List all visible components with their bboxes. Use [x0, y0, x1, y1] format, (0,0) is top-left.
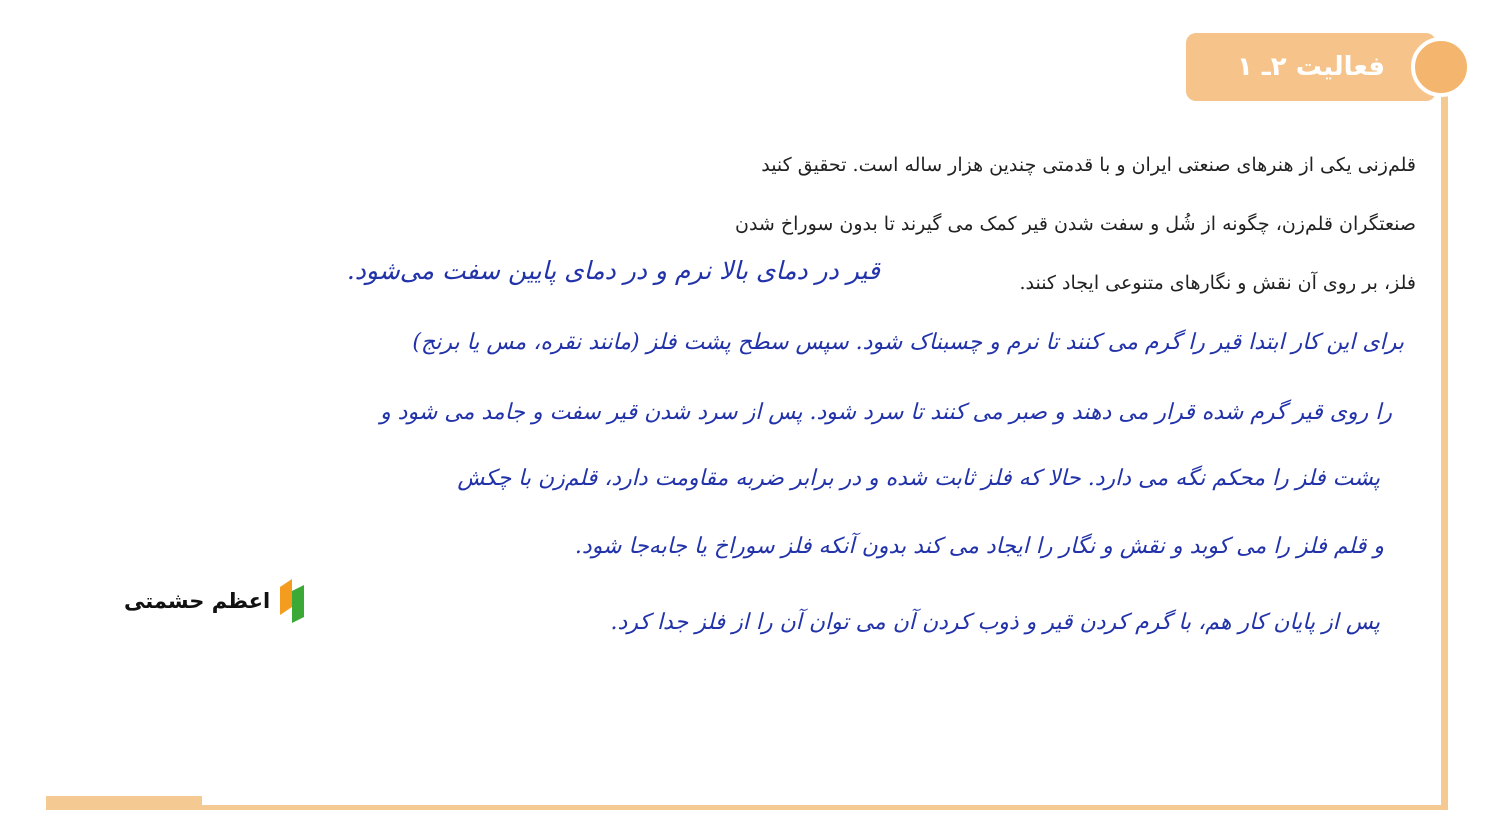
answer-line-3: را روی قیر گرم شده قرار می دهند و صبر می کنند تا سرد شود. پس از سرد شدن قیر سفت و جامد می شود و — [380, 400, 1392, 425]
answer-line-5: و قلم فلز را می کوبد و نقش و نگار را ایجاد می کند بدون آنکه فلز سوراخ یا جابه‌جا شود. — [574, 534, 1384, 559]
logo-mark-icon — [278, 577, 306, 625]
answer-line-4: پشت فلز را محکم نگه می دارد. حالا که فلز ثابت شده و در برابر ضربه مقاومت دارد، قلم‌زن با چکش — [457, 466, 1380, 491]
question-text — [486, 136, 1416, 313]
frame-bottom-border — [200, 805, 1448, 810]
question-line-2: صنعتگران قلم‌زن، چگونه از شُل و سفت شدن قیر کمک می گیرند تا بدون سوراخ شدن — [735, 213, 1416, 235]
logo-text: اعظم حشمتی — [124, 589, 271, 613]
frame-right-border — [1441, 95, 1448, 810]
activity-circle-icon — [1411, 37, 1471, 97]
answer-line-2: برای این کار ابتدا قیر را گرم می کنند تا نرم و چسبناک شود. سپس سطح پشت فلز (مانند نقره، مس یا برنج) — [412, 330, 1404, 355]
question-line-3: فلز، بر روی آن نقش و نگارهای متنوعی ایجاد کنند. — [1019, 272, 1416, 294]
activity-title: فعالیت ۲ـ ۱ — [1236, 52, 1386, 82]
frame-bottom-accent — [46, 796, 202, 810]
answer-line-6: پس از پایان کار هم، با گرم کردن قیر و ذوب کردن آن می توان آن را از فلز جدا کرد. — [610, 610, 1380, 635]
activity-header-tab — [1186, 33, 1436, 101]
question-line-1: قلم‌زنی یکی از هنرهای صنعتی ایران و با قدمتی چندین هزار ساله است. تحقیق کنید — [761, 154, 1416, 176]
answer-line-1: قیر در دمای بالا نرم و در دمای پایین سفت می‌شود. — [346, 256, 880, 285]
author-logo — [124, 576, 310, 626]
